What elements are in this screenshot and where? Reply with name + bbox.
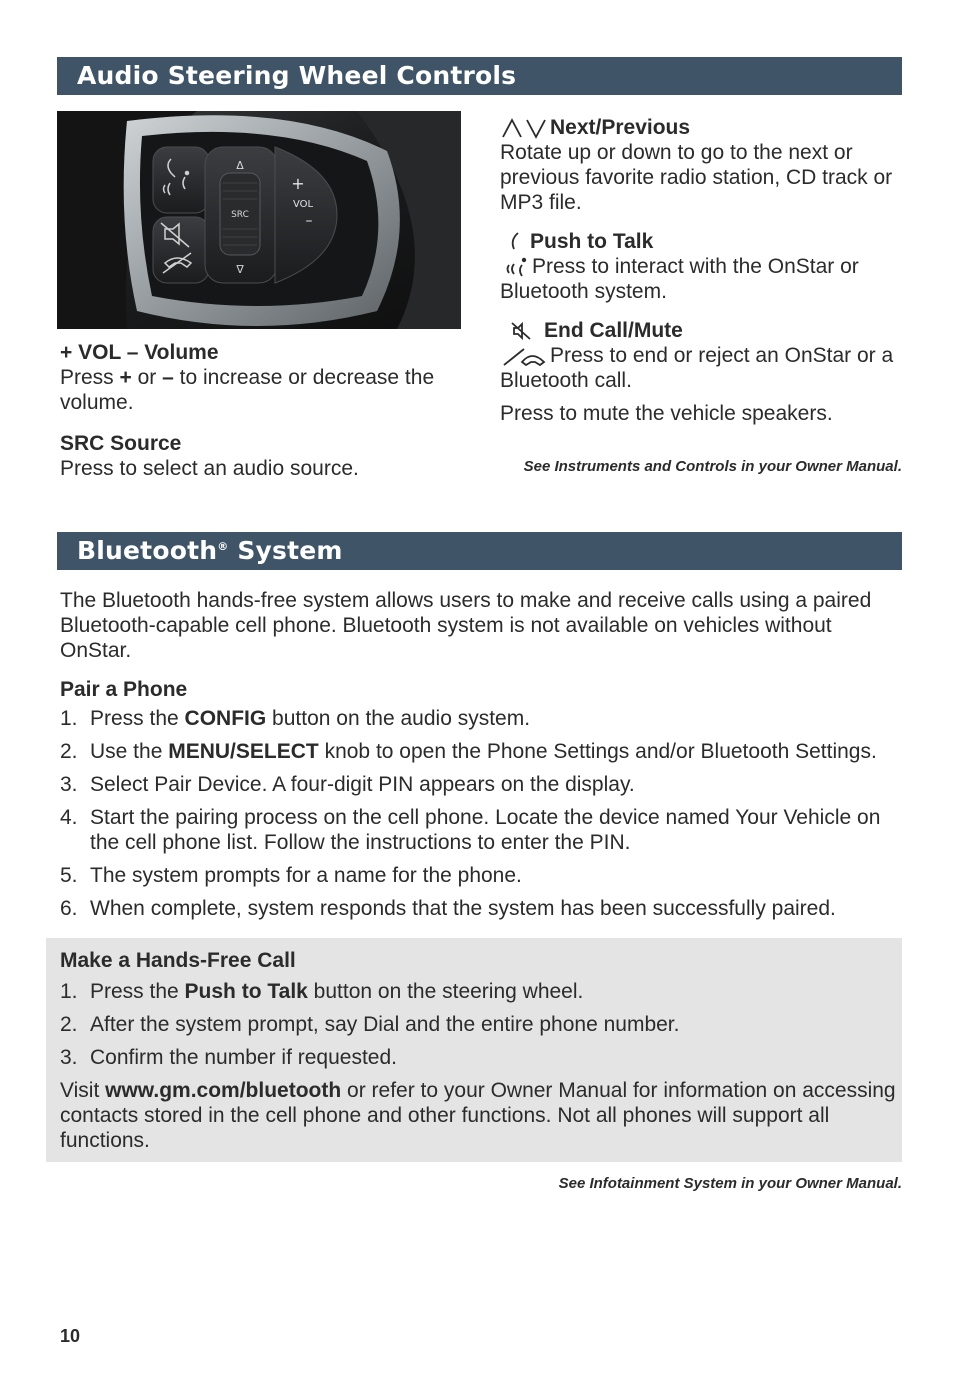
list-item: 3. Confirm the number if requested. [60,1046,397,1069]
bluetooth-intro: The Bluetooth hands-free system allows users to make and receive calls using a paired Bluetooth-capable cell phone. Bluetooth system is not available on vehicles without OnStar. [60,589,872,662]
steering-wheel-controls-image [57,111,461,329]
audio-section-title: Audio Steering Wheel Controls [57,57,902,95]
vol-label: VOL [292,199,314,210]
push-to-talk-heading: Push to Talk [500,229,902,254]
handsfree-steps [60,979,896,1070]
next-previous-text: Rotate up or down to go to the next or previous favorite radio station, CD track or MP3 file. [500,141,893,214]
hang-up-icon [500,345,550,367]
src-label: SRC [231,210,249,220]
vol-minus-label: – [305,213,313,229]
list-item: 1. Press the Push to Talk button on the steering wheel. [60,980,584,1003]
list-item: 5. The system prompts for a name for the phone. [60,864,522,887]
list-item: 1. Press the CONFIG button on the audio system. [60,707,531,730]
bluetooth-link[interactable]: www.gm.com/bluetooth [105,1079,342,1102]
mute-text: Press to mute the vehicle speakers. [500,402,833,425]
list-item: 2. Use the MENU/SELECT knob to open the Phone Settings and/or Bluetooth Settings. [60,740,877,763]
end-call-text: Press to end or reject an OnStar or a Bluetooth call. [500,344,894,392]
push-to-talk-text: Press to interact with the OnStar or Bluetooth system. [500,255,859,303]
bluetooth-caption: See Infotainment System in your Owner Manual. [558,1175,902,1192]
list-item: 6. When complete, system responds that the system has been successfully paired. [60,897,836,920]
list-item: 4. Start the pairing process on the cell phone. Locate the device named Your Vehicle on the cell phone list. Follow the instructions to enter the PIN. [60,806,881,854]
up-arrow-label: Δ [236,159,244,172]
page-number: 10 [60,1326,81,1346]
next-previous-heading: Next/Previous [500,115,902,140]
end-call-heading: End Call/Mute [500,318,902,343]
vol-plus-label: + [291,174,305,193]
volume-text: Press + or – to increase or decrease the volume. [60,366,435,414]
volume-heading: + VOL – Volume [60,341,219,364]
down-arrow-label: ∇ [236,263,244,276]
source-heading: SRC Source [60,432,182,455]
source-text: Press to select an audio source. [60,457,359,480]
pair-phone-heading: Pair a Phone [60,678,188,701]
handsfree-heading: Make a Hands-Free Call [60,949,296,972]
list-item: 2. After the system prompt, say Dial and the entire phone number. [60,1013,680,1036]
next-previous-icon [500,117,550,139]
mute-icon [500,320,544,342]
audio-caption: See Instruments and Controls in your Owner Manual. [523,458,902,475]
voice-icon [500,256,532,278]
visit-text: Visit www.gm.com/bluetooth or refer to your Owner Manual for information on accessing contacts stored in the cell phone and other functions. Not all phones will support all functions. [60,1079,896,1152]
bluetooth-section-title: Bluetooth® System [57,532,902,570]
handsfree-panel [46,938,902,1162]
pair-phone-steps [60,706,902,921]
phone-handset-icon [500,231,530,253]
list-item: 3. Select Pair Device. A four-digit PIN appears on the display. [60,773,635,796]
